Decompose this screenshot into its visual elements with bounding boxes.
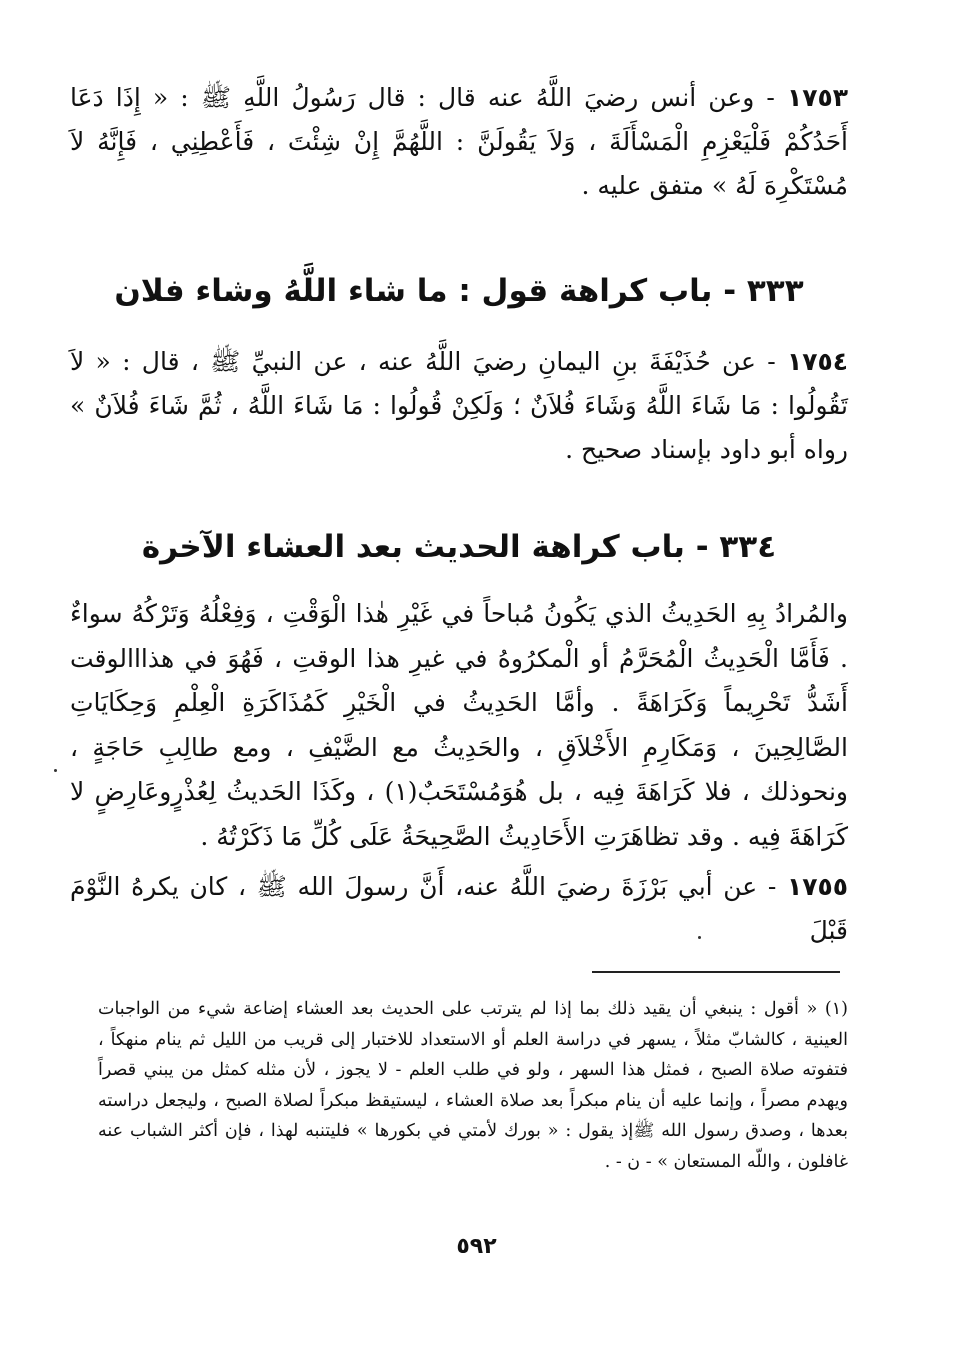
- hadith-number: ١٧٥٣: [786, 83, 848, 112]
- hadith-text: - وعن أنس رضيَ اللَّهُ عنه قال : قال رَسُولُ اللَّهِ ﷺ : « إِذَا دَعَا أَحَدُكُمْ فَلْيَعْزِمِ الْمَسْأَلَةَ ، وَلاَ يَقُولَنَّ : اللَّهُمَّ إِنْ شِئْتَ ، فَأَعْطِنِي ، فَإِنَّهُ لاَ مُسْتَكْرِهَ لَهُ » متفق عليه .: [70, 83, 848, 200]
- hadith-1753: [70, 76, 848, 208]
- hadith-number: ١٧٥٤: [786, 347, 848, 376]
- footnote: (١) « أقول : ينبغي أن يقيد ذلك بما إذا لم يترتب على الحديث بعد العشاء إضاعة شيء من الواجبات العينية ، كالشابّ مثلاً ، يسهر في دراسة العلم أو الاستعداد للاختبار إلى قريب من الليل ثم ينام منهكاً ، فتفوته صلاة الصبح ، فمثل هذا السهر ، ولو في طلب العلم - لا يجوز ، لأن مثله كمثل من يبني قصراً ويهدم مصراً ، وإنما عليه أن ينام مبكراً بعد صلاة العشاء ، ليستيقظ مبكراً لصلاة الصبح ، وليجعل دراسته بعدها ، وصدق رسول الله ﷺإذ يقول : « بورك لأمتي في بكورها » فليتنبه لهذا ، فإن أكثر الشباب عنه غافلون ، واللّه المستعان » - ن - .: [98, 999, 848, 1172]
- section-heading-334: ٣٣٤ - باب كراهة الحديث بعد العشاء الآخرة: [141, 529, 777, 565]
- hadith-1755: [70, 865, 848, 953]
- section-334-explanation: والمُرادُ بِهِ الحَدِيثُ الذي يَكُونُ مُباحاً في غَيْرِ هٰذا الْوَقْتِ ، وَفِعْلُهُ وَتَرْكُهُ سواءٌ . فَأَمَّا الْحَدِيثُ الْمُحَرَّمُ أو الْمكرُوهُ في غيرِ هذا الوقتِ ، فَهُوَ في هذااالوقت أَشَدُّ تَحْرِيماً وَكَرَاهَةً . وأمَّا الحَدِيثُ في الْخَيْرِ كَمُذَاكَرَةِ الْعِلْمِ وَحِكَايَاتِ الصَّالِحِينَ ، وَمَكَارِمِ الأَخْلاَقِ ، والحَدِيثُ مع الضَّيْفِ ، ومع طالِبِ حَاجَةٍ ، ونحوذلك ، فلا كَرَاهَةَ فِيه ، بل هُوَمُسْتَحَبٌ(١) ، وكَذَا الحَديثُ لِعُذْرٍوعَارِضٍ لا كَرَاهَةَ فِيه . وقد تظاهَرَتِ الأَحَادِيثُ الصَّحِيحَةُ عَلَى كُلِّ مَا ذَكَرْتُهُ .: [70, 599, 848, 851]
- page-number: ٥٩٢: [456, 1234, 497, 1259]
- hadith-1754: [70, 340, 848, 472]
- scan-speck: [698, 936, 701, 939]
- hadith-number: ١٧٥٥: [786, 872, 848, 901]
- page-body: [70, 62, 848, 953]
- section-heading-333: ٣٣٣ - باب كراهة قول : ما شاء اللَّهُ وشاء فلان: [114, 273, 804, 309]
- hadith-text: - عن حُذَيْفَةَ بنِ اليمانِ رضيَ اللَّهُ عنه ، عن النبيِّ ﷺ ، قال : « لاَ تَقُولُوا : مَا شَاءَ اللَّهُ وَشَاءَ فُلاَنٌ ؛ وَلَكِنْ قُولُوا : مَا شَاءَ اللَّهُ ، ثُمَّ شَاءَ فُلاَنٌ » رواه أبو داود بإسناد صحيح .: [70, 347, 848, 464]
- scan-speck: [54, 769, 57, 772]
- hadith-text: - عن أبي بَرْزَةَ رضيَ اللَّهُ عنه، أَنَّ رسولَ الله ﷺ ، كان يكرهُ النَّوْمَ قَبْلَ: [70, 872, 848, 945]
- footnote-divider: [592, 971, 840, 973]
